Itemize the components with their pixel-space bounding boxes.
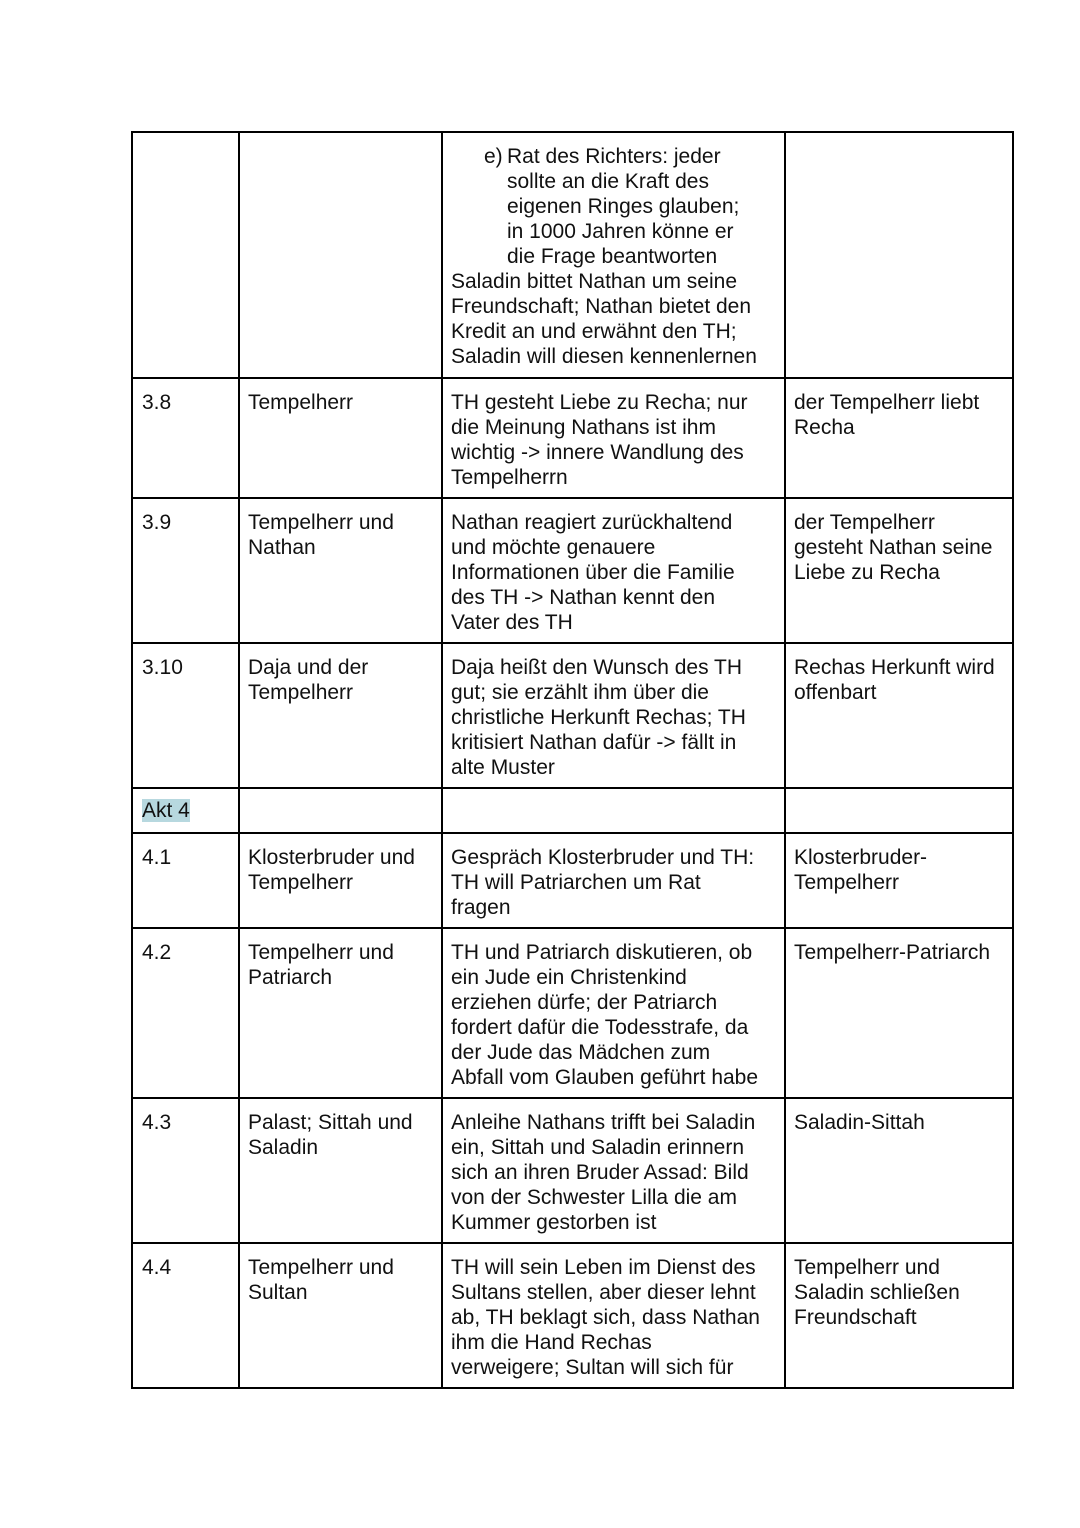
list-line: sollte an die Kraft des (507, 170, 709, 193)
table-row (132, 643, 1013, 788)
summary-cell (785, 788, 1013, 833)
content-line: Kredit an und erwähnt den TH; (451, 320, 737, 343)
persons-line: Tempelherr und (248, 941, 394, 964)
content-line: und möchte genauere (451, 536, 656, 559)
content-cell (442, 132, 785, 378)
summary-cell (785, 378, 1013, 498)
content-line: kritisiert Nathan dafür -> fällt in (451, 731, 737, 754)
ordered-list-item (451, 144, 776, 269)
persons-line: Patriarch (248, 966, 333, 989)
persons-line: Palast; Sittah und (248, 1111, 413, 1134)
persons-cell (239, 132, 442, 378)
scene-cell: 4.1 (132, 833, 239, 928)
table-row (132, 1243, 1013, 1388)
persons-line: Nathan (248, 536, 316, 559)
list-line: in 1000 Jahren könne er (507, 220, 734, 243)
summary-line: Tempelherr und (794, 1256, 940, 1279)
content-line: TH will sein Leben im Dienst des (451, 1256, 756, 1279)
content-line: Informationen über die Familie (451, 561, 735, 584)
table-row-continued (132, 132, 1013, 378)
content-line: alte Muster (451, 756, 555, 779)
content-cell (442, 1243, 785, 1388)
content-line: Vater des TH (451, 611, 573, 634)
summary-line: gesteht Nathan seine (794, 536, 993, 559)
persons-cell (239, 643, 442, 788)
scene-cell: 4.3 (132, 1098, 239, 1243)
summary-line: Tempelherr-Patriarch (794, 941, 991, 964)
persons-cell (239, 1098, 442, 1243)
content-line: Nathan reagiert zurückhaltend (451, 511, 733, 534)
persons-cell (239, 1243, 442, 1388)
summary-line: Saladin schließen (794, 1281, 960, 1304)
content-line: verweigere; Sultan will sich für (451, 1356, 734, 1379)
content-cell (442, 643, 785, 788)
persons-line: Tempelherr (248, 871, 354, 894)
summary-line: Tempelherr (794, 871, 900, 894)
persons-line: Tempelherr und (248, 511, 394, 534)
summary-line: der Tempelherr liebt (794, 391, 980, 414)
summary-line: Rechas Herkunft wird (794, 656, 995, 679)
summary-line: Recha (794, 416, 855, 439)
content-cell (442, 1098, 785, 1243)
act-label: Akt 4 (142, 799, 190, 822)
persons-line: Tempelherr (248, 391, 354, 414)
persons-line: Tempelherr (248, 681, 354, 704)
scene-cell: 3.9 (132, 498, 239, 643)
content-line: ihm die Hand Rechas (451, 1331, 652, 1354)
content-cell (442, 928, 785, 1098)
content-line: christliche Herkunft Rechas; TH (451, 706, 746, 729)
list-marker: e) (484, 145, 503, 168)
persons-cell (239, 928, 442, 1098)
table-row (132, 928, 1013, 1098)
summary-line: offenbart (794, 681, 877, 704)
content-cell (442, 833, 785, 928)
persons-line: Klosterbruder und (248, 846, 415, 869)
content-line: Sultans stellen, aber dieser lehnt (451, 1281, 756, 1304)
table-row (132, 833, 1013, 928)
content-line: sich an ihren Bruder Assad: Bild (451, 1161, 749, 1184)
summary-line: Saladin-Sittah (794, 1111, 925, 1134)
persons-cell (239, 498, 442, 643)
content-line: Gespräch Klosterbruder und TH: (451, 846, 755, 869)
content-line: Saladin will diesen kennenlernen (451, 345, 757, 368)
content-line: Kummer gestorben ist (451, 1211, 657, 1234)
content-line: TH will Patriarchen um Rat (451, 871, 701, 894)
table-row (132, 378, 1013, 498)
summary-cell (785, 1243, 1013, 1388)
content-line: Tempelherrn (451, 466, 568, 489)
content-cell (442, 788, 785, 833)
content-line: der Jude das Mädchen zum (451, 1041, 711, 1064)
summary-line: der Tempelherr (794, 511, 935, 534)
content-line: die Meinung Nathans ist ihm (451, 416, 716, 439)
summary-cell (785, 1098, 1013, 1243)
summary-line: Freundschaft (794, 1306, 917, 1329)
content-line: ein, Sittah und Saladin erinnern (451, 1136, 745, 1159)
scene-cell: 3.10 (132, 643, 239, 788)
list-line: Rat des Richters: jeder (507, 145, 721, 168)
content-line: Daja heißt den Wunsch des TH (451, 656, 743, 679)
summary-line: Liebe zu Recha (794, 561, 940, 584)
content-line: ab, TH beklagt sich, dass Nathan (451, 1306, 760, 1329)
persons-line: Daja und der (248, 656, 369, 679)
summary-cell (785, 132, 1013, 378)
scene-table (131, 131, 1014, 1389)
persons-line: Sultan (248, 1281, 308, 1304)
content-line: TH gesteht Liebe zu Recha; nur (451, 391, 748, 414)
content-line: ein Jude ein Christenkind (451, 966, 687, 989)
content-line: von der Schwester Lilla die am (451, 1186, 737, 1209)
content-line: Anleihe Nathans trifft bei Saladin (451, 1111, 756, 1134)
content-line: TH und Patriarch diskutieren, ob (451, 941, 753, 964)
content-line: Abfall vom Glauben geführt habe (451, 1066, 759, 1089)
content-line: fordert dafür die Todesstrafe, da (451, 1016, 749, 1039)
table-row (132, 498, 1013, 643)
persons-line: Tempelherr und (248, 1256, 394, 1279)
scene-cell: 4.2 (132, 928, 239, 1098)
persons-cell (239, 833, 442, 928)
scene-cell (132, 132, 239, 378)
act-cell (132, 788, 239, 833)
list-line: eigenen Ringes glauben; (507, 195, 740, 218)
table-row (132, 1098, 1013, 1243)
scene-cell: 4.4 (132, 1243, 239, 1388)
content-line: erziehen dürfe; der Patriarch (451, 991, 718, 1014)
persons-cell (239, 378, 442, 498)
content-line: Freundschaft; Nathan bietet den (451, 295, 752, 318)
summary-line: Klosterbruder- (794, 846, 928, 869)
act-row (132, 788, 1013, 833)
content-cell (442, 498, 785, 643)
persons-line: Saladin (248, 1136, 319, 1159)
content-cell (442, 378, 785, 498)
content-line: gut; sie erzählt ihm über die (451, 681, 709, 704)
scene-cell: 3.8 (132, 378, 239, 498)
content-line: Saladin bittet Nathan um seine (451, 270, 738, 293)
content-line: wichtig -> innere Wandlung des (451, 441, 744, 464)
summary-cell (785, 498, 1013, 643)
summary-cell (785, 643, 1013, 788)
content-line: des TH -> Nathan kennt den (451, 586, 716, 609)
list-line: die Frage beantworten (507, 245, 718, 268)
content-line: fragen (451, 896, 511, 919)
summary-cell (785, 928, 1013, 1098)
persons-cell (239, 788, 442, 833)
summary-cell (785, 833, 1013, 928)
